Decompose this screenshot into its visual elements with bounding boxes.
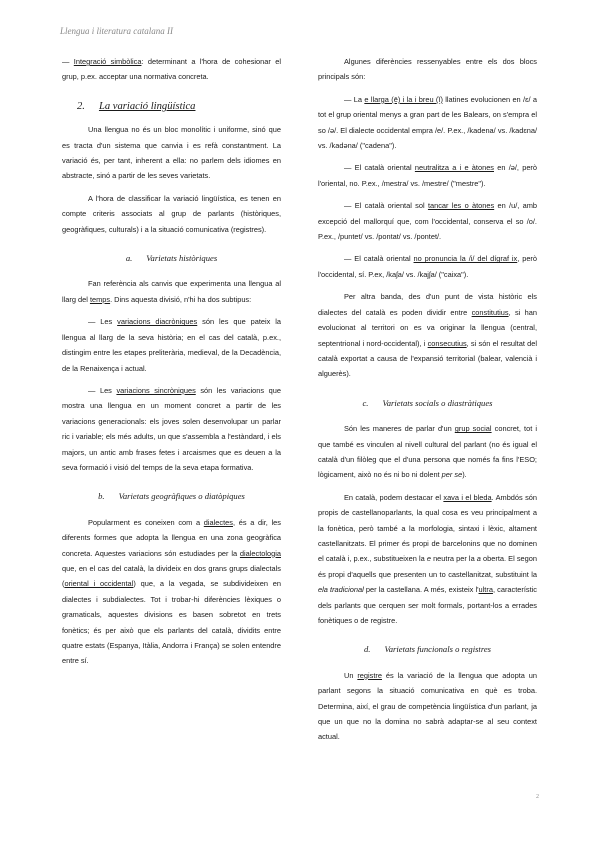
subsection-heading-funcionals: d. Varietats funcionals o registres (364, 644, 491, 655)
paragraph-intro: Una llengua no és un bloc monolític i uniforme, sinó que es tracta d'un sistema que canvia i es refà constantment. La variació és, per tant, inherent a ella: no parlem dels idiomes en abstracte, sinó a partir de les seves varietats. (62, 125, 281, 181)
paragraph-diferencies: Algunes diferències ressenyables entre els dos blocs principals són: (318, 57, 537, 82)
subsection-heading-geografiques: b. Varietats geogràfiques o diatòpiques (98, 491, 245, 502)
subsection-heading-historiques: a. Varietats històriques (125, 253, 218, 264)
paragraph-sincroniques: — Les variacions sincròniques són les variacions que mostra una llengua en un moment concret a partir de les variacions generacionals: els joves solen desenvolupar un parlar ric i variable; els més adults, un que s'assembla a l'estàndard, i els majors, un antic amb frases fetes i arcaismes que es deuen a la seva formació i visió del temps de la seva etapa formativa. (62, 385, 281, 472)
paragraph-dialectes: Popularment es coneixen com a dialectes, és a dir, les diferents formes que adopta la llengua en una zona geogràfica concreta. Aquestes variacions són estudiades per la dialectologia que, en el cas del català, la divideix en dos grans grups dialectals (oriental i occidental) que, a la vegada, se subdivideixen en dialectes i subdialectes. Tot i trobar-hi diferències lèxiques o gramaticals, aquestes divisions es basen sobretot en trets fonètics; és per això que els parlants del català, dividits entre quatre estats (Espanya, Itàlia, Andorra i França) se solen entendre entre sí. (62, 517, 281, 666)
paragraph-digraf-ix: — El català oriental no pronuncia la /i/ del dígraf ix, però l'occidental, sí. P.ex, /kaʃa/ vs. /kajʃa/ ("caixa"). (318, 254, 537, 279)
paragraph-neutralitza: — El català oriental neutralitza a i e àtones en /ə/, però l'oriental, no. P.ex., /mestra/ vs. /mestre/ ("mestre"). (318, 163, 537, 188)
paragraph-classificacio: A l'hora de classificar la variació lingüística, es tenen en compte criteris associats al grup de parlants (històriques, geogràfiques, culturals) i a la situació comunicativa (registres). (62, 193, 281, 234)
subsection-heading-socials: c. Varietats socials o diastràtiques (362, 397, 493, 408)
term-integracio-simbolica: Integració simbòlica (73, 57, 142, 66)
paragraph-xava-bleda: En català, podem destacar el xava i el bleda. Ambdós són propis de castellanoparlants, la qual cosa es veu principalment a la fonètica, però també a la morfologia, sintaxi i lèxic, altament castellanitzats. El primer és propi de barcelonins que no dominen el català i, p.ex., substitueixen la e neutra per la a oberta. El segon és propi d'aquells que presenten un to castellanitzat, substituint la ela tradicional per la castellana. A més, existeix l'ultra, característic dels parlants que cerquen ser molt formals, portant-los a errades fonètiques o de registre. (318, 492, 538, 625)
paragraph-registre: Un registre és la variació de la llengua que adopta un parlant segons la situació comunicativa en què es troba. Determina, així, el grau de competència lingüística d'un parlant, ja que un que no la domina no sabrà adaptar-se al seu context actual. (318, 670, 537, 742)
left-column (62, 54, 281, 676)
paragraph-tancar-o: — El català oriental sol tancar les o àtones en /u/, amb excepció del mallorquí que, com l'occidental, conserva el so /o/. P.ex., /puntet/ vs. /pontat/ vs. /pontet/. (318, 201, 537, 242)
paragraph-grup-social: Són les maneres de parlar d'un grup social concret, tot i que també es vinculen al nivell cultural del parlant (no és igual el català d'un filòleg que el d'una persona que només fa fins l'ESO; lògicament, això no és ni bo ni dolent per se). (318, 424, 538, 480)
paragraph-diacroniques: — Les variacions diacròniques són les que pateix la llengua al llarg de la seva història; en el cas del català, p.ex., distingim entre les etapes preliterària, medieval, de la Decadència, de la Renaixença i actual. (62, 317, 282, 373)
paragraph-integracio: — Integració simbòlica: determinant a l'hora de cohesionar el grup, p.ex. acceptar una normativa concreta. (62, 57, 281, 82)
running-header: Llengua i literatura catalana II (60, 26, 173, 36)
right-column (318, 54, 537, 752)
paragraph-e-llarga: — La e llarga (ē) i la i breu (ĭ) llatines evolucionen en /ɛ/ a tot el grup oriental menys a gran part de les Balears, on s'empra el so /ə/. El dialecte occidental empra /e/. P.ex., /kadena/ vs. /kadɛna/ vs. /kadəna/ ("cadena"). (318, 94, 537, 151)
section-heading-variacio: 2. La variació lingüística (77, 100, 196, 112)
paragraph-constitutius: Per altra banda, des d'un punt de vista històric els dialectes del català es poden dividir entre constitutius, si han evolucionat al territori on es va originar la llengua (central, septentrional i nord-occidental), i consecutius, si són el resultat del català exportat a causa de l'expansió territorial (balear, valencià i alguerès). (318, 292, 537, 379)
paragraph-historiques: Fan referència als canvis que experimenta una llengua al llarg del temps. Dins aquesta divisió, n'hi ha dos subtipus: (62, 279, 281, 304)
page-number: 2 (536, 794, 539, 800)
